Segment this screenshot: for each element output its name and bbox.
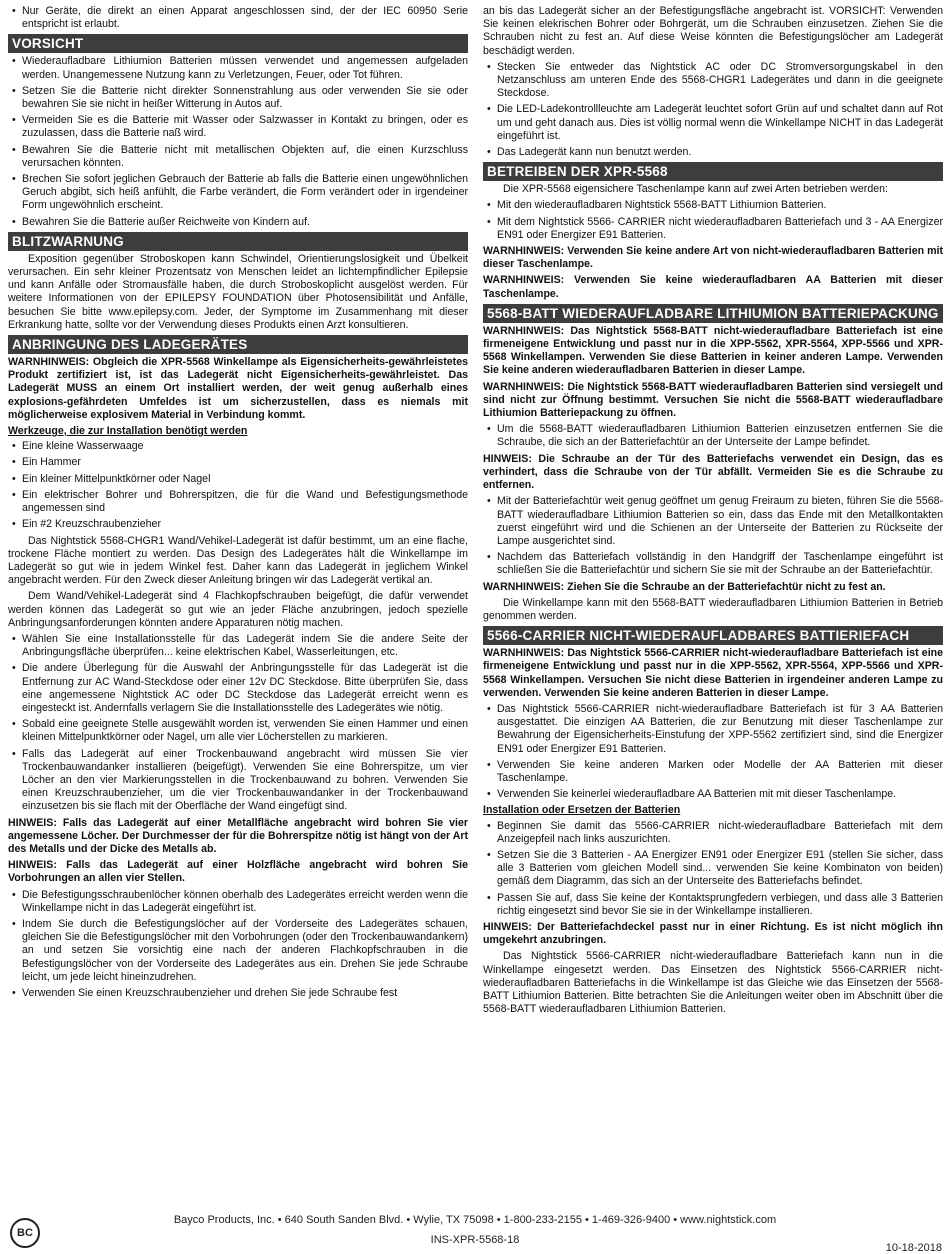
carrier-paragraph: Das Nightstick 5566-CARRIER nicht-wiederaufladbare Batteriefach kann nun in die Winkellampe eingesetzt werden. Das Einsetzen des Nightstick 5566-CARRIER nicht-wiederaufladbaren Batteriefachs in die Winkellampe ist das Gleiche wie das Einsetzen der 5568-BATT Lithiumion Batterien. Bitte betrachten Sie die Anleitungen weiter oben im Abschnitt über die 5568-BATT wiederaufladbaren Lithiumion Batterien.	[483, 950, 943, 1016]
install-step: • Verwenden Sie einen Kreuzschraubenzieher und drehen Sie jede Schraube fest	[8, 987, 468, 1000]
install-step: • Die Befestigungsschraubenlöcher können oberhalb des Ladegerätes erreicht werden wenn die Winkellampe nicht in das Ladegerät eingeführt ist.	[8, 889, 468, 915]
tool-item: • Ein elektrischer Bohrer und Bohrerspitzen, die für die Wand und Befestigungsmethode angemessen sind	[8, 489, 468, 515]
charger-step: • Stecken Sie entweder das Nightstick AC oder DC Stromversorgungskabel in den Netzanschluss am unteren Ende des 5568-CHGR1 Ladegerätes und dann in die geeignete Steckdose.	[483, 61, 943, 101]
install-heading: Installation oder Ersetzen der Batterien	[483, 804, 681, 817]
carrier-item: • Verwenden Sie keinerlei wiederaufladbare AA Batterien mit mit dieser Taschenlampe.	[483, 788, 943, 801]
vorsicht-item: • Bewahren Sie die Batterie nicht mit metallischen Objekten auf, die einen Kurzschluss verursachen könnten.	[8, 144, 468, 170]
continued-step: an bis das Ladegerät sicher an der Befestigungsfläche angebracht ist. VORSICHT: Verwenden Sie keinen elekrischen Bohrer oder Bohrgerät, um die Schrauben einzusetzen. Ziehen Sie die Schrauben nicht zu fest an. Auf diese Weise könnten die Befestigungslöcher am Ladegerät beschädigt werden.	[483, 5, 943, 57]
footer-address: Bayco Products, Inc. • 640 South Sanden Blvd. • Wylie, TX 75098 • 1-800-233-2155 • 1-469-326-9400 • www.nightstick.com	[173, 1214, 777, 1226]
batt-step: • Mit der Batteriefachtür weit genug geöffnet um genug Freiraum zu bieten, führen Sie die 5568-BATT wiederaufladbare Lithiumion Batterien so ein, dass das Ende mit den Metallkontakten zuerst eingeführt wird und die Schienen an der Unterseite der Batterien zu Rückseite der Lampe ausgerichtet sind.	[483, 495, 943, 548]
batt-paragraph: Die Winkellampe kann mit den 5568-BATT wiederaufladbaren Lithiumion Batterien in Betrieb genommen werden.	[483, 596, 943, 622]
install-step: • Sobald eine geeignete Stelle ausgewählt worden ist, verwenden Sie einen Hammer und einen kleinen Mittelpunktkörner oder Nagel, um alle vier Löcherstellen zu markieren.	[8, 718, 468, 744]
install-item: • Setzen Sie die 3 Batterien - AA Energizer EN91 oder Energizer E91 (stellen Sie sicher, dass alle 3 Batterien vom gleichen Modell sind... verwenden Sie keine Kombinaton von beiden) gemäß dem Diagramm, das sich an der Unterseite des Batteriefachs befindet.	[483, 849, 943, 889]
blitzwarnung-text: Exposition gegenüber Stroboskopen kann Schwindel, Orientierungslosigkeit und Übelkeit verursachen. Ein sehr kleiner Prozentsatz von Menschen leidet an lichtempfindlicher Epilepsie und kann Anfälle oder Stromausfälle haben, die durch Stroboskoplicht ausgelöst werden. Für weitere Informationen von der EPILEPSY FOUNDATION über Photosensibilität und Anfälle, besuchen Sie bitte www.epilepsy.com. Jeder, der Symptome im Zusammenhang mit dieser Erkrankung hatte, sollte vor der Verwendung dieses Produkts einen Arzt konsultieren.	[8, 252, 468, 331]
footer-date: 10-18-2018	[885, 1242, 942, 1254]
footer-doc-id: INS-XPR-5568-18	[430, 1234, 520, 1246]
vorsicht-item: • Vermeiden Sie es die Batterie mit Wasser oder Salzwasser in Kontakt zu bringen, oder es zuzulassen, dass die Batterie naß wird.	[8, 114, 468, 140]
batt-warning: WARNHINWEIS: Das Nightstick 5568-BATT nicht-wiederaufladbare Batteriefach ist eine firmeneigene Entwicklung und passt nur in die XPP-5562, XPR-5564, XPP-5566 und XPR-5568 Winkellampen. Verwenden Sie diese Batterien in keiner anderen Lampe. Verwenden Sie keine anderen wiederaufladbaren Batterien in dieser Lampe.	[483, 324, 943, 377]
batt-step: • Nachdem das Batteriefach vollständig in den Handgriff der Taschenlampe eingeführt ist schließen Sie die Batteriefachtür und sichern Sie sie mit der Schraube an der Batteriefachtür.	[483, 551, 943, 577]
betreiben-warning: WARNHINWEIS: Verwenden Sie keine wiederaufladbaren AA Batterien mit dieser Taschenlampe.	[483, 274, 943, 300]
intro-bullet: • Nur Geräte, die direkt an einen Apparat angeschlossen sind, der der IEC 60950 Serie entspricht ist erlaubt.	[8, 5, 468, 31]
betreiben-warning: WARNHINWEIS: Verwenden Sie keine andere Art von nicht-wiederaufladbaren Batterien mit dieser Taschenlampe.	[483, 245, 943, 271]
tool-item: • Ein Hammer	[8, 456, 468, 469]
betreiben-item: • Mit dem Nightstick 5566- CARRIER nicht wiederaufladbaren Batteriefach und 3 - AA Energizer EN91 oder Energizer E91 Batterien.	[483, 216, 943, 242]
batt-warning: WARNHINWEIS: Ziehen Sie die Schraube an der Batteriefachtür nicht zu fest an.	[483, 580, 886, 593]
betreiben-item: • Mit den wiederaufladbaren Nightstick 5568-BATT Lithiumion Batterien.	[483, 199, 943, 212]
betreiben-intro: Die XPR-5568 eigensichere Taschenlampe kann auf zwei Arten betrieben werden:	[503, 183, 888, 196]
install-step: • Die andere Überlegung für die Auswahl der Anbringungsstelle für das Ladegerät ist die Entfernung zur AC Wand-Steckdose oder einer 12v DC Steckdose. Bitte überprüfen Sie, dass eine angemessene Nightstick AC oder DC Steckdose das Ladegerät erreicht wenn es eingesteckt ist. Andernfalls verlagern Sie die Installationsstelle des Ladegerätes wie nötig.	[8, 662, 468, 715]
tools-heading: Werkzeuge, die zur Installation benötigt werden	[8, 425, 248, 438]
bc-logo: BC	[10, 1218, 40, 1248]
batt-step: • Um die 5568-BATT wiederaufladbaren Lithiumion Batterien einzusetzen entfernen Sie die Schraube, die sich an der Batteriefachtür an der Unterseite der Lampe befindet.	[483, 423, 943, 449]
anbringung-paragraph: Das Nightstick 5568-CHGR1 Wand/Vehikel-Ladegerät ist dafür bestimmt, um an eine flache, trockene Fläche montiert zu werden. Das Design des Ladegerätes hält die Winkellampe im Ladegerät so gut wie in jedem Winkel fest. Daher kann das Ladegerät in jeglichem Winkel angebracht werden. Für den Zweck dieser Anleitung bringen wir das Ladegerät vertikal an.	[8, 534, 468, 587]
vorsicht-heading: VORSICHT	[8, 34, 468, 53]
blitzwarnung-heading: BLITZWARNUNG	[8, 232, 468, 251]
vorsicht-item: • Setzen Sie die Batterie nicht direkter Sonnenstrahlung aus oder verwenden Sie sie oder bewahren Sie sie nicht in heißer Witterung in Autos auf.	[8, 85, 468, 111]
charger-step: • Die LED-Ladekontrollleuchte am Ladegerät leuchtet sofort Grün auf und schaltet dann auf Rot um und geht danach aus. Dies ist völlig normal wenn die Winkellampe NICHT in das Ladegerät eingeführt ist.	[483, 103, 943, 143]
install-step: • Indem Sie durch die Befestigungslöcher auf der Vorderseite des Ladegerätes schauen, gleichen Sie die Befestigungslöcher mit den Vorbohrungen (oder den Trockenbauwandankern) an und setzen Sie vorsichtig eine nach der anderen Flachkopfschrauben in die Befestigungslöcher von der Vorderseite des Ladegerätes aus ein. Drehen Sie jede Schraube leicht, um jede leicht hineinzudrehen.	[8, 918, 468, 984]
tool-item: • Eine kleine Wasserwaage	[8, 440, 468, 453]
carrier-item: • Das Nightstick 5566-CARRIER nicht-wiederaufladbare Batteriefach ist für 3 AA Batterien ausgestattet. Die einzigen AA Batterien, die zur Benutzung mit dieser Taschenlampe zur Bewahrung der Eigensicherheits-Einstufung der XPP-5562 zertifiziert sind, sind die Energizer EN91 oder Energizer E91 Batterien.	[483, 703, 943, 756]
anbringung-paragraph: Dem Wand/Vehikel-Ladegerät sind 4 Flachkopfschrauben beigefügt, die dafür verwendet werden können das Ladegerät so gut wie an jeder Fläche anzubringen, jedoch spezielle Anbringungsanforderungen könnten andere Apparaturen nötig machen.	[8, 590, 468, 629]
carrier-item: • Verwenden Sie keine anderen Marken oder Modelle der AA Batterien mit dieser Taschenlampe.	[483, 759, 943, 785]
vorsicht-item: • Bewahren Sie die Batterie außer Reichweite von Kindern auf.	[8, 216, 468, 229]
install-step: • Wählen Sie eine Installationsstelle für das Ladegerät indem Sie die andere Seite der Anbringungsfläche überprüfen... keine elektrischen Kabel, Wasserleitungen, etc.	[8, 633, 468, 659]
carrier-hint: HINWEIS: Der Batteriefachdeckel passt nur in einer Richtung. Es ist nicht möglich ihn umgekehrt anzubringen.	[483, 920, 943, 947]
charger-step: • Das Ladegerät kann nun benutzt werden.	[483, 146, 943, 159]
left-column	[8, 5, 468, 1003]
vorsicht-item: • Wiederaufladbare Lithiumion Batterien müssen verwendet und angemessen aufgeladen werden. Unangemessene Nutzung kann zu Verletzungen, Feuer, oder Tot führen.	[8, 55, 468, 81]
carrier-heading: 5566-CARRIER NICHT-WIEDERAUFLADBARES BATTIERIEFACH	[483, 626, 943, 645]
betreiben-heading: BETREIBEN DER XPR-5568	[483, 162, 943, 181]
wood-hint: HINWEIS: Falls das Ladegerät auf einer Holzfläche angebracht wird bohren Sie Vorbohrungen an allen vier Stellen.	[8, 859, 468, 885]
tool-item: • Ein #2 Kreuzschraubenzieher	[8, 518, 468, 531]
install-step: • Falls das Ladegerät auf einer Trockenbauwand angebracht wird müssen Sie vier Trockenbauwandanker installieren (beigefügt). Verwenden Sie eine Bohrerspitze, um vier Löcher an den vier Markierungsstellen in die Trockenbauwand zu bohren. Verwenden Sie einen Kreuzschraubenzieher, um die vier Trockenbauwandanker in der Trockenbauwand einzusetzen bis sie flach mit der Oberfläche der Wand eingefügt sind.	[8, 748, 468, 814]
batt-warning: WARNHINWEIS: Die Nightstick 5568-BATT wiederaufladbaren Batterien sind versiegelt und sind nicht zur Öffnung bestimmt. Versuchen Sie nicht die 5568-BATT wiederaufladbare Lithiumion Batteriepackung zu öffnen.	[483, 380, 943, 420]
vorsicht-item: • Brechen Sie sofort jeglichen Gebrauch der Batterie ab falls die Batterie einen ungewöhnlichen Geruch abgibt, sich heiß anfühlt, die Farbe verändert, die Form verändert oder in irgendeiner Form ungewöhnlich erscheint.	[8, 173, 468, 213]
batt-hint: HINWEIS: Die Schraube an der Tür des Batteriefachs verwendet ein Design, das es verhindert, dass die Schraube von der Tür abfällt. Vermeiden Sie es die Schraube zu entfernen.	[483, 452, 943, 492]
install-item: • Passen Sie auf, dass Sie keine der Kontaktsprungfedern verbiegen, und dass alle 3 Batterien richtig eingesetzt sind bevor Sie sie in der Winkellampe installieren.	[483, 892, 943, 918]
anbringung-warning: WARNHINWEIS: Obgleich die XPR-5568 Winkellampe als Eigensicherheits-gewährleistetes Produkt zertifiziert ist, ist das Ladegerät nicht Eigensicherheits-gewährleistet. Das Ladegerät MUSS an einem Ort installiert werden, der weit genug außerhalb eines explosions-gefährdeten Umfeldes ist um sicherzustellen, dass es niemals mit möglicherweise explosivem Material in Verbindung kommt.	[8, 356, 468, 421]
batt-heading: 5568-BATT WIEDERAUFLADBARE LITHIUMION BATTERIEPACKUNG	[483, 304, 943, 323]
right-column	[483, 5, 943, 1019]
metal-hint: HINWEIS: Falls das Ladegerät auf einer Metallfläche angebracht wird bohren Sie vier angemessene Löcher. Der Durchmesser der für die Bohrerspitze nötig ist hängt von der Art des Metalls und der Dicke des Metalls ab.	[8, 816, 468, 855]
tool-item: • Ein kleiner Mittelpunktkörner oder Nagel	[8, 473, 468, 486]
anbringung-heading: ANBRINGUNG DES LADEGERÄTES	[8, 335, 468, 354]
install-item: • Beginnen Sie damit das 5566-CARRIER nicht-wiederaufladbare Batteriefach mit dem Anzeigepfeil nach links auszurichten.	[483, 820, 943, 846]
carrier-warning: WARNHINWEIS: Das Nightstick 5566-CARRIER nicht-wiederaufladbare Batteriefach ist eine firmeneigene Entwicklung und passt nur in die XPP-5562, XPR-5564, XPP-5566 und XPR-5568 Winkellampen. Versuchen Sie nicht diese Batterien in irgendeiner anderen Lampe zu verwenden. Verwenden Sie keine anderen Batterien in dieser Lampe.	[483, 647, 943, 699]
